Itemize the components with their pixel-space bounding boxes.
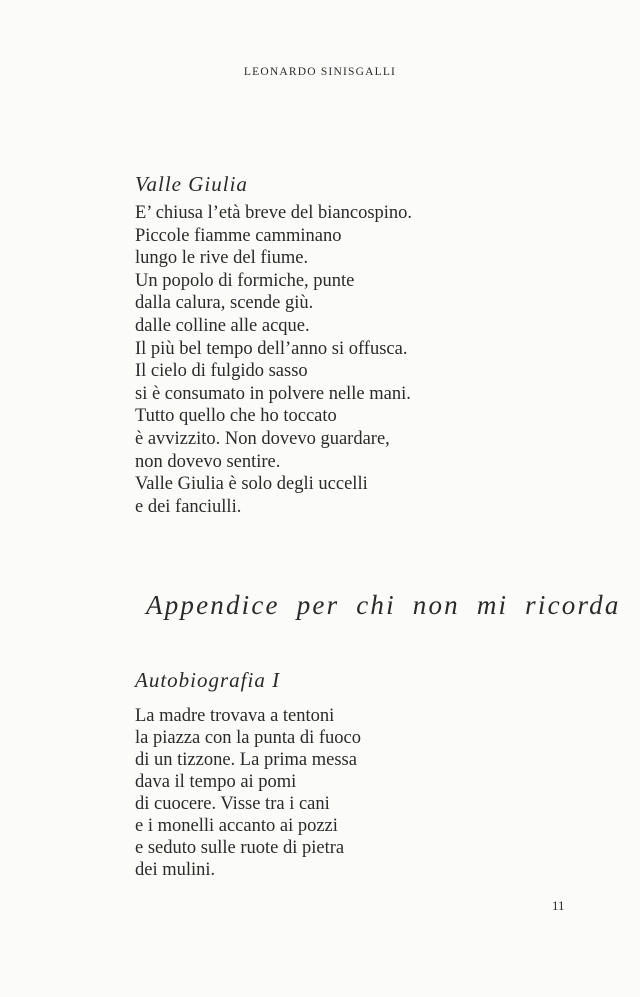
poem-body-valle-giulia (135, 202, 412, 518)
poem-line: di cuocere. Visse tra i cani (135, 794, 330, 814)
poem-line: e seduto sulle ruote di pietra (135, 838, 345, 858)
poem-body-autobiografia (135, 705, 361, 881)
poem-line: si è consumato in polvere nelle mani. (135, 383, 411, 404)
poem-line: e dei fanciulli. (135, 496, 242, 517)
poem-line: dalla calura, scende giù. (135, 293, 314, 314)
poem-line: di un tizzone. La prima messa (135, 750, 357, 770)
poem-title-autobiografia: Autobiografia I (135, 668, 281, 692)
poem-line: la piazza con la punta di fuoco (135, 728, 362, 748)
poem-line: Valle Giulia è solo degli uccelli (135, 474, 368, 495)
page-number: 11 (552, 898, 565, 913)
poem-line: Il cielo di fulgido sasso (135, 361, 308, 382)
running-head-author: LEONARDO SINISGALLI (243, 66, 397, 78)
poem-line: dalle colline alle acque. (135, 315, 310, 336)
poem-line: dei mulini. (135, 860, 216, 880)
poem-line: non dovevo sentire. (135, 451, 281, 472)
poem-line: Piccole fiamme camminano (135, 225, 342, 246)
poem-line: e i monelli accanto ai pozzi (135, 816, 338, 836)
poem-line: Tutto quello che ho toccato (135, 406, 337, 427)
poem-title-valle-giulia: Valle Giulia (135, 172, 248, 196)
poem-line: lungo le rive del fiume. (135, 248, 309, 269)
section-title: Appendice per chi non mi ricorda (146, 590, 621, 620)
poem-line: La madre trovava a tentoni (135, 706, 335, 726)
poem-line: dava il tempo ai pomi (135, 772, 297, 792)
poem-line: è avvizzito. Non dovevo guardare, (135, 428, 390, 449)
poem-line: Un popolo di formiche, punte (135, 270, 355, 291)
poem-line: Il più bel tempo dell’anno si offusca. (135, 338, 408, 359)
poem-line: E’ chiusa l’età breve del biancospino. (135, 203, 413, 223)
